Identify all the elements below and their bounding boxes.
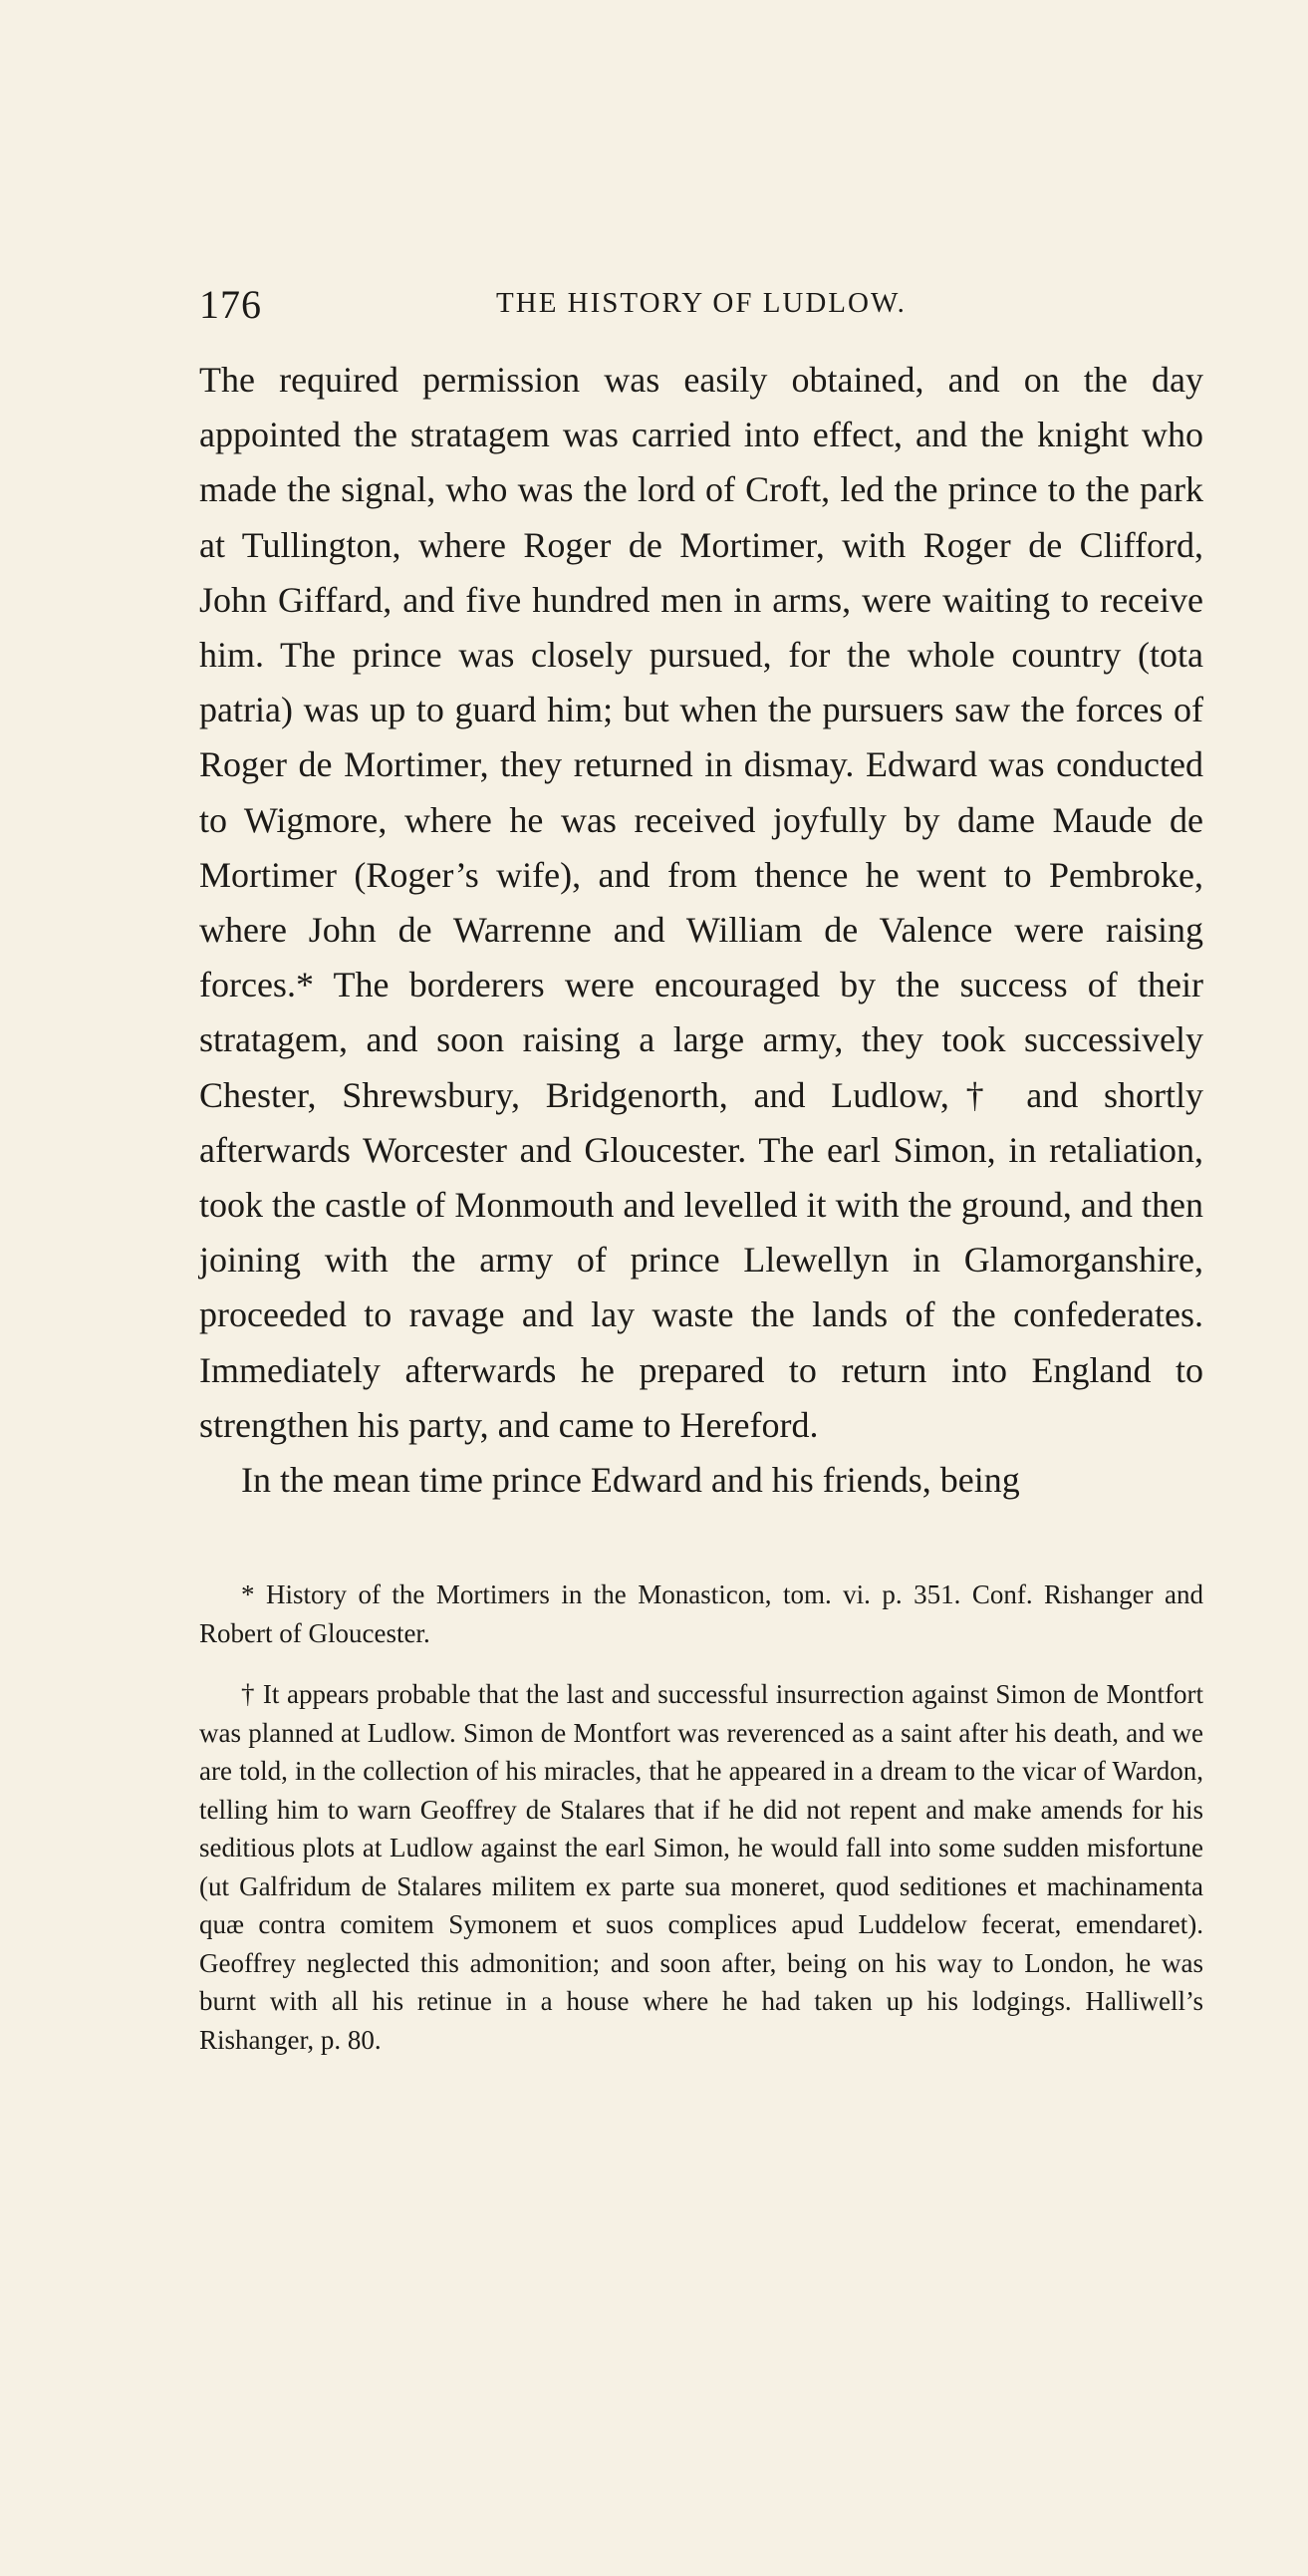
page-number: 176 [199,282,262,327]
running-title: THE HISTORY OF LUDLOW. [496,287,907,319]
footnote: * History of the Mortimers in the Monasticon, tom. vi. p. 351. Conf. Rishanger and Robert of Gloucester. [199,1579,1203,1648]
footnotes [199,1575,1203,2082]
page-header [199,281,1203,331]
footnote: † It appears probable that the last and successful insurrection against Simon de Montfort was planned at Ludlow. Simon de Montfort was reverenced as a saint after his death, and we are told, in the collection of his miracles, that he appeared in a dream to the vicar of Wardon, telling him to warn Geoffrey de Stalares that if he did not repent and make amends for his seditious plots at Ludlow against the earl Simon, he would fall into some sudden misfortune (ut Galfridum de Stalares militem ex parte sua moneret, quod seditiones et machinamenta quæ contra comitem Symonem et suos complices apud Luddelow fecerat, emendaret). Geoffrey neglected this admonition; and soon after, being on his way to London, he was burnt with all his retinue in a house where he had taken up his lodgings. Halliwell’s Rishanger, p. 80. [199,1679,1203,2055]
main-text [199,353,1203,1508]
body-paragraph: The required permission was easily obtained, and on the day appointed the stratagem was carried into effect, and the knight who made the signal, who was the lord of Croft, led the prince to the park at Tullington, where Roger de Mortimer, with Roger de Clifford, John Giffard, and five hundred men in arms, were waiting to receive him. The prince was closely pursued, for the whole country (tota patria) was up to guard him; but when the pursuers saw the forces of Roger de Mortimer, they returned in dismay. Edward was conducted to Wigmore, where he was received joyfully by dame Maude de Mortimer (Roger’s wife), and from thence he went to Pembroke, where John de Warrenne and William de Valence were raising forces.* The borderers were encouraged by the success of their stratagem, and soon raising a large army, they took successively Chester, Shrewsbury, Bridgenorth, and Ludlow,† and shortly afterwards Worcester and Gloucester. The earl Simon, in retaliation, took the castle of Monmouth and levelled it with the ground, and then joining with the army of prince Llewellyn in Glamorganshire, proceeded to ravage and lay waste the lands of the confederates. Immediately afterwards he prepared to return into England to strengthen his party, and came to Hereford. [199,360,1203,1445]
body-paragraph: In the mean time prince Edward and his friends, being [241,1460,1020,1501]
